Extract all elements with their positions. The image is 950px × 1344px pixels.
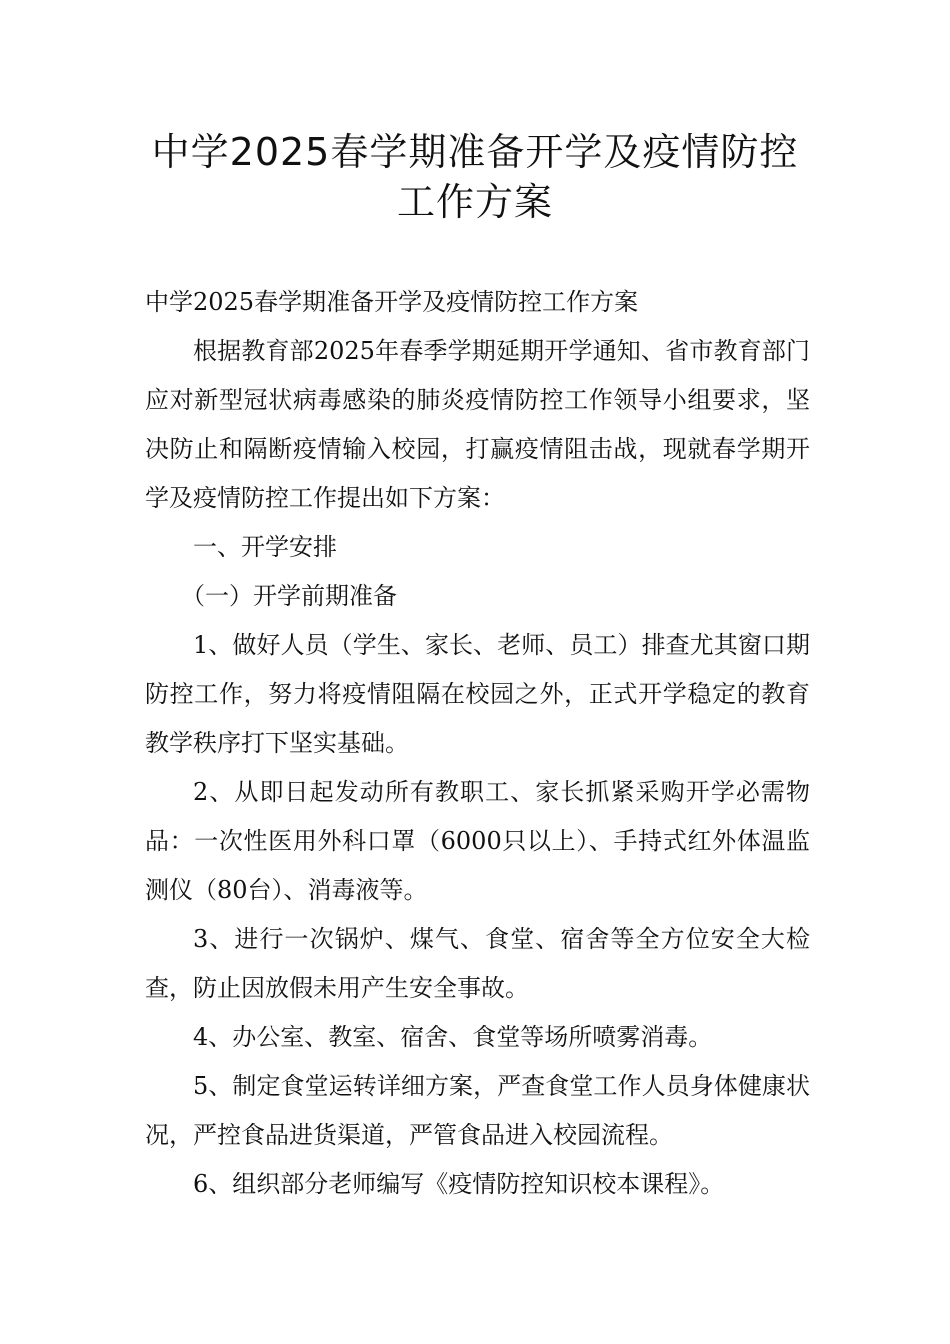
subtitle-paragraph: 中学2025春学期准备开学及疫情防控工作方案 (145, 288, 639, 316)
intro-paragraph: 根据教育部2025年春季学期延期开学通知、省市教育部门应对新型冠状病毒感染的肺炎疫情防控工作领导小组要求，坚决防止和隔断疫情输入校园，打赢疫情阻击战，现就春学期开学及疫情防控工作提出如下方案： (145, 337, 810, 512)
list-item-4: 4、办公室、教室、宿舍、食堂等场所喷雾消毒。 (193, 1023, 713, 1051)
document-body (145, 278, 810, 1209)
document-title-line-1: 中学2025春学期准备开学及疫情防控 (151, 130, 799, 174)
subsection-heading: （一）开学前期准备 (181, 582, 397, 610)
list-item-3: 3、进行一次锅炉、煤气、食堂、宿舍等全方位安全大检查，防止因放假未用产生安全事故。 (145, 925, 810, 1002)
section-heading: 一、开学安排 (193, 533, 337, 561)
list-item-6: 6、组织部分老师编写《疫情防控知识校本课程》。 (193, 1170, 725, 1198)
list-item-2: 2、从即日起发动所有教职工、家长抓紧采购开学必需物品：一次性医用外科口罩（6000只以上）、手持式红外体温监测仪（80台）、消毒液等。 (145, 778, 810, 904)
list-item-1: 1、做好人员（学生、家长、老师、员工）排查尤其窗口期防控工作，努力将疫情阻隔在校园之外，正式开学稳定的教育教学秩序打下坚实基础。 (145, 631, 810, 757)
list-item-5: 5、制定食堂运转详细方案，严查食堂工作人员身体健康状况，严控食品进货渠道，严管食品进入校园流程。 (145, 1072, 810, 1149)
document-title-line-2: 工作方案 (396, 180, 553, 224)
